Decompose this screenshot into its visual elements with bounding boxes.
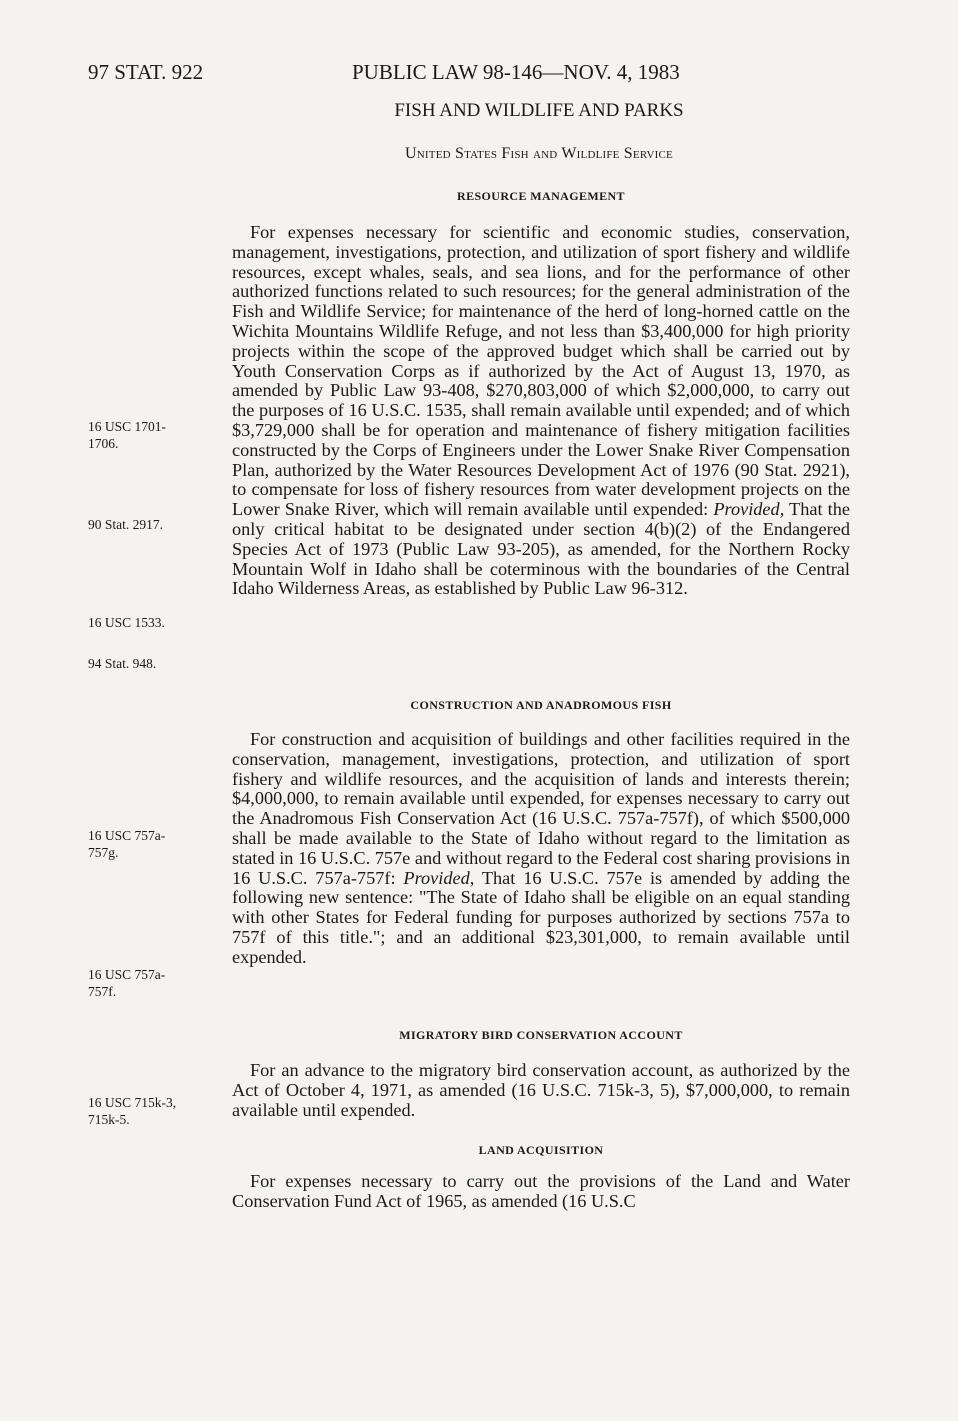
text-part: For an advance to the migratory bird conservation account, as authorized by the Act of October 4, 1971, as amended (16 U.S.C. 715k-3, 5), $7,000,000, to remain available until expended. [232,1060,850,1120]
section-heading-land-acquisition: LAND ACQUISITION [478,1143,604,1157]
paragraph-construction [232,730,850,968]
text-part: For expenses necessary for scientific and economic studies, conservation, management, investigations, protection, and utilization of sport fishery and wildlife resources, except whales, seals, and sea lions, and for the performance of other authorized functions related to such resources; for the general administration of the Fish and Wildlife Service; for maintenance of the herd of long-horned cattle on the Wichita Mountains Wildlife Refuge, and not less than $3,400,000 for high priority projects within the scope of the approved budget which shall be carried out by Youth Conservation Corps as if authorized by the Act of August 13, 1970, as amended by Public Law 93-408, $270,803,000 of which $2,000,000, to carry out the purposes of 16 U.S.C. 1535, shall remain available until expended; and of which $3,729,000 shall be for operation and maintenance of fishery mitigation facilities constructed by the Corps of Engineers under the Lower Snake River Compensation Plan, authorized by the Water Resources Development Act of 1976 (90 Stat. 2921), to compensate for loss of fishery resources from water development projects on the Lower Snake River, which will remain available until expended: [232,222,850,520]
margin-note: 16 USC 757a-757g. [88,828,166,860]
text-part: For construction and acquisition of buildings and other facilities required in the conservation, management, investigations, protection, and utilization of sport fishery and wildlife resources, and the acquisition of lands and interests therein; $4,000,000, to remain available until expended, for expenses necessary to carry out the Anadromous Fish Conservation Act (16 U.S.C. 757a-757f), of which $500,000 shall be made available to the State of Idaho without regard to the limitation as stated in 16 U.S.C. 757e and without regard to the Federal cost sharing provisions in 16 U.S.C. 757a-757f: [232,729,850,888]
margin-note: 16 USC 1533. [88,615,165,630]
text-part: That the only critical habitat to be designated under section 4(b)(2) of the Endangered Species Act of 1973 (Public Law 93-205), as amended, for the Northern Rocky Mountain Wolf in Idaho shall be coterminous with the boundaries of the Central Idaho Wilderness Areas, as established by Public Law 96-312. [232,499,850,599]
margin-note: 94 Stat. 948. [88,656,157,671]
stat-reference: 97 STAT. 922 [88,60,204,84]
public-law-header: PUBLIC LAW 98-146—NOV. 4, 1983 [352,60,680,84]
margin-note: 16 USC 757a-757f. [88,967,166,999]
margin-note: 16 USC 715k-3, 715k-5. [88,1095,177,1127]
margin-note: 16 USC 1701-1706. [88,419,167,451]
agency-title: FISH AND WILDLIFE AND PARKS [394,100,684,121]
proviso-term: Provided, [713,499,785,520]
paragraph-resource-management [232,223,850,599]
paragraph-migratory-bird [232,1061,850,1120]
paragraph-land-acquisition [232,1172,850,1212]
section-heading-resource-management: RESOURCE MANAGEMENT [457,189,625,203]
section-heading-construction: CONSTRUCTION AND ANADROMOUS FISH [410,698,672,712]
text-part: For expenses necessary to carry out the provisions of the Land and Water Conservation Fund Act of 1965, as amended (16 U.S.C [232,1171,850,1211]
section-heading-migratory-bird: MIGRATORY BIRD CONSERVATION ACCOUNT [399,1028,683,1042]
text-part: That 16 U.S.C. 757e is amended by adding the following new sentence: "The State of Idaho shall be eligible on an equal standing with other States for Federal funding for purposes authorized by sections 757a to 757f of this title."; and an additional $23,301,000, to remain available until expended. [232,867,850,967]
service-title: United States Fish and Wildlife Service [405,145,673,162]
proviso-term: Provided, [403,867,475,888]
margin-note: 90 Stat. 2917. [88,517,164,532]
